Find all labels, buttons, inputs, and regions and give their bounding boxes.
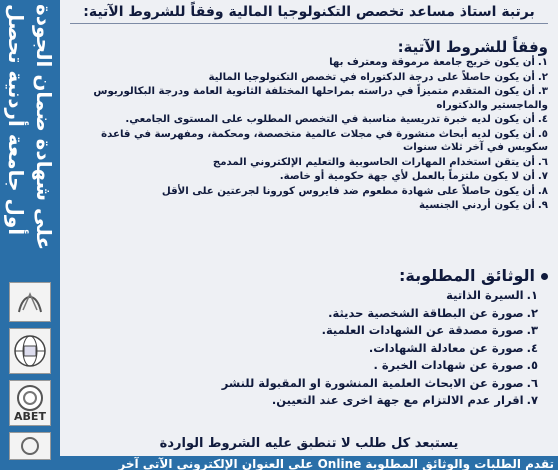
condition-item: ٩.أن يكون أردني الجنسية xyxy=(419,200,548,211)
documents-list xyxy=(68,287,548,410)
conditions-list xyxy=(68,56,548,213)
exclusion-note: يستبعد كل طلب لا تنطبق عليه الشروط الواردة xyxy=(159,436,459,451)
documents-heading: الوثائق المطلوبة: xyxy=(68,266,548,285)
footer-bar xyxy=(60,456,558,470)
side-banner xyxy=(0,0,60,470)
side-banner-line2: على شهادة ضمان الجودة xyxy=(32,4,56,251)
conditions-heading: وفقاً للشروط الآتية: xyxy=(397,38,548,56)
accreditation-logos xyxy=(6,282,54,460)
quality-stamp-icon xyxy=(9,432,51,460)
condition-item: ٢.أن يكون حاصلاً على درجة الدكتوراه في تخصص التكنولوجيا المالية xyxy=(208,71,548,83)
side-banner-text xyxy=(2,4,58,276)
condition-item: ٣.أن يكون المتقدم متميزاً في دراسته بمراحلها المختلفة الثانوية العامة ودرجة البكالوريوس والماجستير والدكتوراه xyxy=(93,86,548,111)
document-item: ٤.صورة عن معادلة الشهادات. xyxy=(368,340,538,355)
footer-text: تقدم الطلبات والوثائق المطلوبة Online على العنوان الإلكتروني الآتي آخر xyxy=(118,457,554,470)
conditions-section xyxy=(68,38,548,214)
condition-item: ٥.أن يكون لديه أبحاث منشورة في مجلات عالمية متخصصة، ومحكمة، ومفهرسة في قاعدة سكوبس في آخر ثلاث سنوات xyxy=(101,128,548,153)
condition-item: ١.أن يكون خريج جامعة مرموقة ومعترف بها xyxy=(329,57,548,68)
abet-logo-icon xyxy=(9,380,51,426)
quality-logo-icon xyxy=(9,282,51,322)
document-item: ٦.صورة عن الابحاث العلمية المنشورة او المقبولة للنشر xyxy=(221,375,538,390)
abet-label: ABET xyxy=(14,409,46,423)
ad-title: برتبة استاذ مساعد تخصص التكنولوجيا المالية وفقاً للشروط الآتية: xyxy=(70,4,548,24)
document-item: ٣.صورة مصدقة عن الشهادات العلمية. xyxy=(321,323,538,337)
condition-item: ٦.أن يتقن استخدام المهارات الحاسوبية والتعليم الإلكتروني المدمج xyxy=(212,156,548,168)
document-item: ١.السيرة الذاتية xyxy=(446,288,538,302)
globe-seal-icon xyxy=(9,328,51,374)
side-banner-line1: أول جامعة أردنية تحصل xyxy=(4,4,28,236)
document-item: ٢.صورة عن البطاقة الشخصية حديثة. xyxy=(328,305,538,320)
condition-item: ٧.أن لا يكون ملتزماً بالعمل لأي جهة حكومية أو خاصة. xyxy=(279,171,548,182)
document-item: ٥.صورة عن شهادات الخبرة . xyxy=(373,358,538,372)
condition-item: ٨.أن يكون حاصلاً على شهادة مطعوم ضد فايروس كورونا لجرعتين على الأقل xyxy=(161,185,548,197)
document-item: ٧.اقرار عدم الالتزام مع جهة اخرى عند التعيين. xyxy=(271,393,538,407)
condition-item: ٤.أن يكون لديه خبرة تدريسية مناسبة في التخصص المطلوب على المستوى الجامعي. xyxy=(125,114,548,125)
bullet-icon xyxy=(541,273,548,280)
main-content xyxy=(64,0,554,470)
documents-section xyxy=(68,266,548,410)
